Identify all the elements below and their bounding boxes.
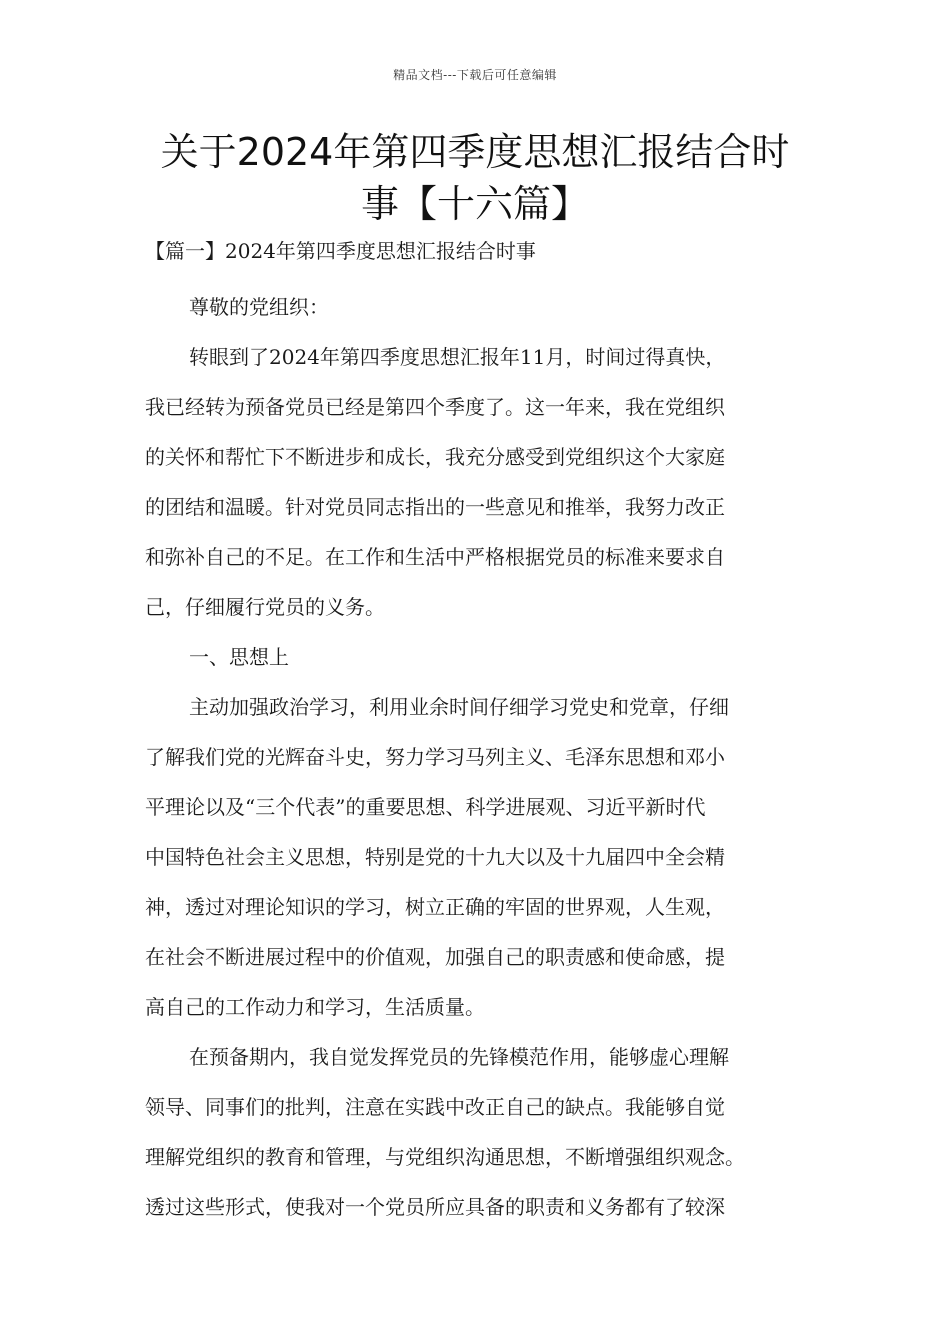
text-line: 中国特色社会主义思想，特别是党的十九大以及十九届四中全会精 [145, 845, 725, 869]
text-line: 尊敬的党组织： [189, 295, 329, 319]
text-line: 和弥补自己的不足。在工作和生活中严格根据党员的标准来要求自 [145, 545, 725, 569]
paragraph-1 [145, 332, 825, 632]
text-line: 的关怀和帮忙下不断进步和成长，我充分感受到党组织这个大家庭 [145, 445, 725, 469]
text-line: 在社会不断进展过程中的价值观，加强自己的职责感和使命感，提 [145, 945, 725, 969]
header-note: 精品文档---下载后可任意编辑 [393, 68, 557, 82]
title-line-1: 关于2024年第四季度思想汇报结合时 [160, 130, 790, 174]
text-line: 在预备期内，我自觉发挥党员的先锋模范作用，能够虚心理解 [189, 1045, 729, 1069]
title-line-2: 事【十六篇】 [360, 182, 589, 226]
text-line: 神，透过对理论知识的学习，树立正确的牢固的世界观，人生观， [145, 895, 725, 919]
paragraph-2 [145, 682, 825, 1032]
text-line: 平理论以及“三个代表”的重要思想、科学进展观、习近平新时代 [145, 795, 706, 819]
section-heading: 【篇一】2024年第四季度思想汇报结合时事 [145, 239, 536, 263]
text-line: 透过这些形式，使我对一个党员所应具备的职责和义务都有了较深 [145, 1195, 725, 1219]
text-line: 一、思想上 [189, 645, 289, 669]
text-line: 理解党组织的教育和管理，与党组织沟通思想，不断增强组织观念。 [145, 1145, 745, 1169]
body-text [145, 282, 825, 1232]
text-line: 转眼到了2024年第四季度思想汇报年11月，时间过得真快， [189, 345, 726, 369]
text-line: 领导、同事们的批判，注意在实践中改正自己的缺点。我能够自觉 [145, 1095, 725, 1119]
text-line: 主动加强政治学习，利用业余时间仔细学习党史和党章，仔细 [189, 695, 729, 719]
text-line: 了解我们党的光辉奋斗史，努力学习马列主义、毛泽东思想和邓小 [145, 745, 725, 769]
text-line: 的团结和温暖。针对党员同志指出的一些意见和推举，我努力改正 [145, 495, 725, 519]
text-line: 己，仔细履行党员的义务。 [145, 595, 385, 619]
paragraph-3 [145, 1032, 825, 1232]
document-title [120, 126, 830, 230]
text-line: 高自己的工作动力和学习，生活质量。 [145, 995, 485, 1019]
text-line: 我已经转为预备党员已经是第四个季度了。这一年来，我在党组织 [145, 395, 725, 419]
subheading-1 [145, 632, 825, 682]
salutation [145, 282, 825, 332]
